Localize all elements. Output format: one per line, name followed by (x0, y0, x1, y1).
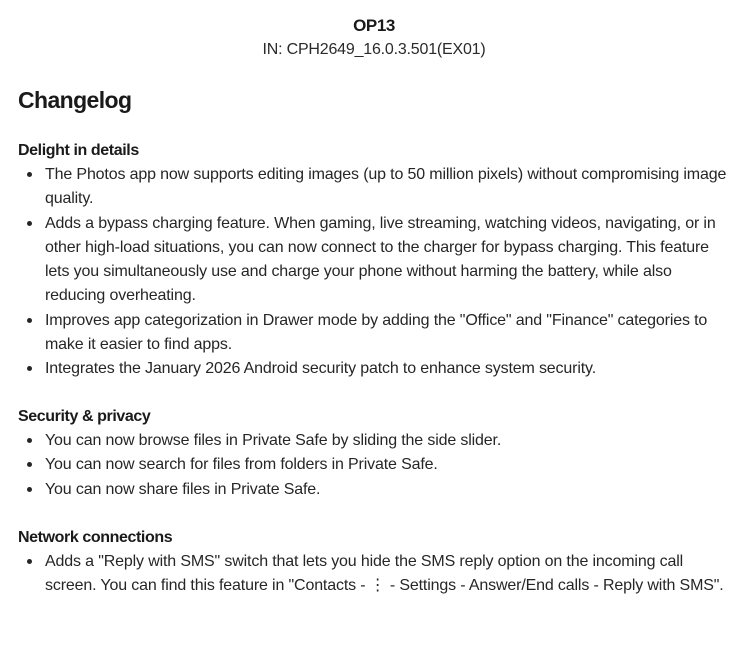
list-item-text: Improves app categorization in Drawer mode by adding the "Office" and "Finance" categories to make it easier to find apps. (45, 311, 708, 354)
section-title: Network connections (18, 529, 173, 546)
section-network-connections (18, 526, 734, 599)
list-item-text: You can now share files in Private Safe. (45, 480, 321, 498)
list-item (18, 429, 734, 453)
bullet-icon (27, 366, 32, 371)
section-title: Security & privacy (18, 408, 151, 425)
list-item-text: The Photos app now supports editing images (up to 50 million pixels) without compromising image quality. (45, 166, 727, 208)
list-item-text: You can now browse files in Private Safe by sliding the side slider. (45, 432, 502, 449)
build-version: IN: CPH2649_16.0.3.501(EX01) (262, 41, 486, 58)
page-title: Changelog (18, 87, 132, 113)
item-list (18, 163, 734, 382)
list-item (18, 212, 734, 309)
list-item-text: Adds a "Reply with SMS" switch that lets you hide the SMS reply option on the incoming call screen. You can find this feature in "Contacts - ⋮ - Settings - Answer/End calls - Reply with SMS". (45, 553, 724, 595)
bullet-icon (27, 172, 32, 177)
section-title: Delight in details (18, 142, 139, 159)
bullet-icon (27, 221, 32, 226)
bullet-icon (27, 487, 32, 492)
item-list (18, 550, 734, 599)
bullet-icon (27, 438, 32, 443)
item-list (18, 429, 734, 502)
list-item (18, 163, 734, 212)
list-item-text: You can now search for files from folders in Private Safe. (45, 456, 438, 474)
list-item (18, 478, 734, 502)
list-item-text: Integrates the January 2026 Android security patch to enhance system security. (45, 360, 596, 378)
page-header (0, 14, 743, 62)
bullet-icon (27, 318, 32, 323)
list-item (18, 453, 734, 477)
list-item (18, 309, 734, 358)
list-item (18, 357, 734, 381)
bullet-icon (27, 462, 32, 467)
bullet-icon (27, 559, 32, 564)
section-security-privacy (18, 405, 734, 502)
section-delight-in-details (18, 139, 734, 382)
list-item-text: Adds a bypass charging feature. When gaming, live streaming, watching videos, navigating, or in other high-load situations, you can now connect to the charger for bypass charging. This feature lets you simultaneously use and charge your phone without harming the battery, while also reducing overheating. (45, 214, 716, 305)
list-item (18, 550, 734, 599)
device-name: OP13 (353, 16, 395, 35)
